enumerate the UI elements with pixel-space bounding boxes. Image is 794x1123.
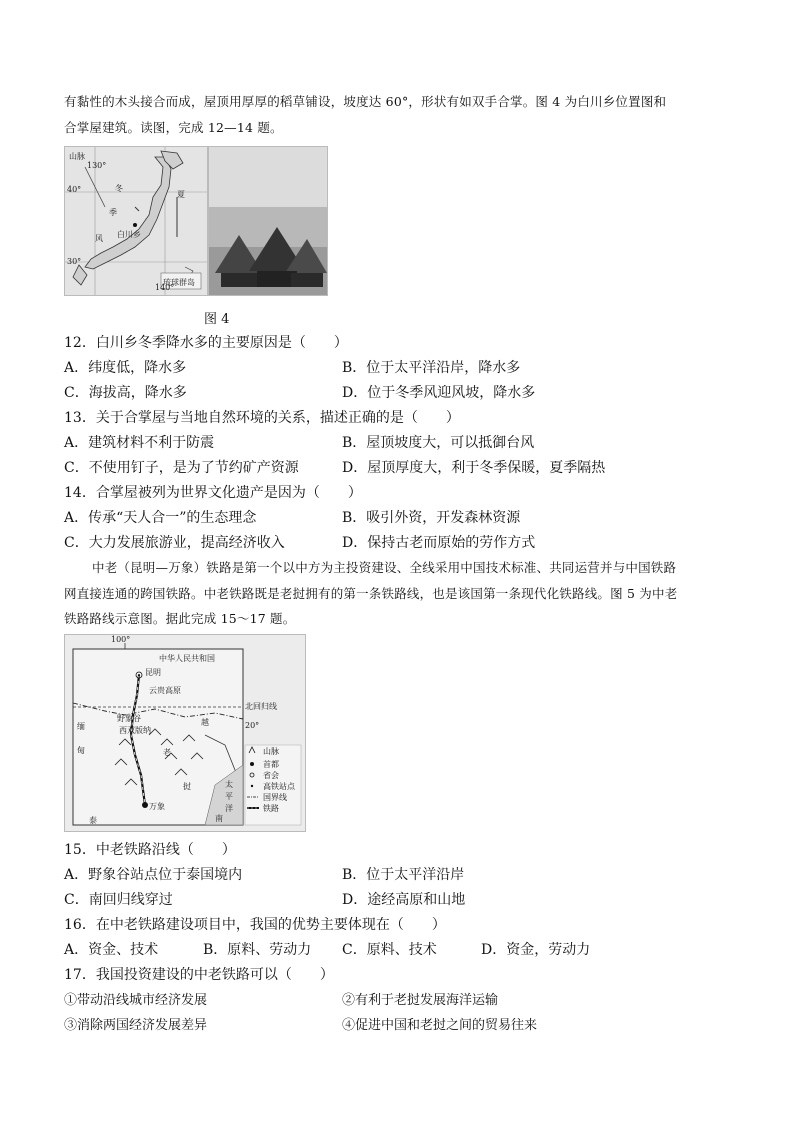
q13-option-a: A．建筑材料不利于防震 [64, 435, 215, 451]
legend-railway: 铁路 [263, 804, 279, 813]
legend-station: 高铁站点 [263, 782, 295, 791]
map5-label-china: 中华人民共和国 [159, 654, 215, 663]
map-label-lon130: 130° [87, 161, 107, 170]
map5-label-vientiane: 万象 [149, 802, 165, 811]
map-label-summer: 夏 [177, 190, 185, 199]
figure-4-caption: 图 4 [204, 312, 230, 327]
map-label-season: 季 [109, 208, 117, 217]
map5-label-vietnam: 越 [201, 718, 209, 727]
china-laos-railway-map [64, 634, 306, 832]
q13-option-d: D．屋顶厚度大，利于冬季保暖，夏季隔热 [342, 460, 606, 476]
legend-border: 国界线 [263, 793, 287, 802]
map5-label-pacific-b: 平 [225, 792, 233, 801]
q14-option-b: B．吸引外资，开发森林资源 [342, 510, 521, 526]
gassho-house-graphic [209, 147, 327, 295]
map5-label-xishuang: 西双版纳 [119, 726, 151, 735]
q13-option-c: C．不使用钉子，是为了节约矿产资源 [64, 460, 299, 476]
q17-statement-1: ①带动沿线城市经济发展 [64, 993, 208, 1008]
map-label-baichuan: 白川乡 [117, 230, 141, 239]
map5-label-myanmar-a: 缅 [77, 722, 85, 731]
map5-label-kunming: 昆明 [145, 668, 161, 677]
legend-capital: 首都 [263, 760, 279, 769]
map-label-islands: 琉球群岛 [163, 278, 195, 287]
q16-option-b: B．原料、劳动力 [203, 942, 312, 958]
intro2-line-2: 网直接连通的跨国铁路。中老铁路既是老挝拥有的第一条铁路线，也是该国第一条现代化铁路线。图 5 为中老 [64, 586, 678, 601]
map-label-wind: 风 [95, 234, 103, 243]
q15-option-d: D．途经高原和山地 [342, 892, 466, 908]
intro-paragraph-line-2: 合掌屋建筑。读图，完成 12—14 题。 [64, 120, 283, 135]
q17-statement-4: ④促进中国和老挝之间的贸易往来 [342, 1018, 538, 1033]
q17-statement-2: ②有利于老挝发展海洋运输 [342, 993, 499, 1008]
intro2-line-3: 铁路路线示意图。据此完成 15～17 题。 [64, 611, 296, 626]
q14-option-a: A．传承“天人合一”的生态理念 [64, 510, 257, 526]
q17-stem: 17．我国投资建设的中老铁路可以（ ） [64, 967, 334, 983]
q15-option-a: A．野象谷站点位于泰国境内 [64, 867, 243, 883]
japan-location-map [64, 146, 208, 296]
map5-label-laos-a: 老 [163, 748, 171, 757]
map-label-mountain: 山脉 [69, 152, 85, 161]
q17-statement-3: ③消除两国经济发展差异 [64, 1018, 208, 1033]
map5-label-pacific-a: 太 [225, 780, 233, 789]
q15-stem: 15．中老铁路沿线（ ） [64, 842, 236, 858]
q16-option-a: A．资金、技术 [64, 942, 159, 958]
q13-stem: 13．关于合掌屋与当地自然环境的关系，描述正确的是（ ） [64, 410, 460, 426]
q14-option-c: C．大力发展旅游业，提高经济收入 [64, 535, 285, 551]
legend-provincial-capital: 省会 [263, 771, 279, 780]
map5-label-thailand: 泰 [89, 816, 97, 825]
q15-option-c: C．南回归线穿过 [64, 892, 173, 908]
gassho-house-photo [208, 146, 328, 296]
intro2-line-1: 中老（昆明—万象）铁路是第一个以中方为主投资建设、全线采用中国技术标准、共同运营并与中国铁路 [92, 560, 677, 575]
map5-label-nan: 南 [215, 814, 223, 823]
map5-label-yungui: 云贵高原 [149, 686, 181, 695]
map5-label-pacific-c: 洋 [225, 804, 233, 813]
q12-option-b: B．位于太平洋沿岸，降水多 [342, 360, 521, 376]
map5-label-yexiang: 野象谷 [117, 714, 141, 723]
map-label-lat30: 30° [67, 257, 82, 266]
q12-option-d: D．位于冬季风迎风坡，降水多 [342, 385, 536, 401]
q12-stem: 12．白川乡冬季降水多的主要原因是（ ） [64, 335, 348, 351]
map5-label-myanmar-b: 甸 [77, 746, 85, 755]
q16-option-c: C．原料、技术 [342, 942, 437, 958]
map-label-lon140: 140° [155, 283, 175, 292]
map-label-lat40: 40° [67, 185, 82, 194]
q15-option-b: B．位于太平洋沿岸 [342, 867, 465, 883]
map5-label-lon100: 100° [111, 635, 131, 644]
q12-option-c: C．海拔高，降水多 [64, 385, 187, 401]
q16-option-d: D．资金，劳动力 [481, 942, 591, 958]
intro-paragraph-line-1: 有黏性的木头接合而成，屋顶用厚厚的稻草铺设，坡度达 60°，形状有如双手合掌。图 4 为白川乡位置图和 [64, 94, 667, 109]
map5-label-lat20: 20° [245, 721, 260, 730]
q14-option-d: D．保持古老而原始的劳作方式 [342, 535, 536, 551]
q16-stem: 16．在中老铁路建设项目中，我国的优势主要体现在（ ） [64, 917, 446, 933]
map5-label-tropic: 北回归线 [245, 702, 277, 711]
map-label-winter: 冬 [115, 184, 123, 193]
legend-mountain: 山脉 [263, 747, 279, 756]
map5-label-laos-b: 挝 [183, 782, 191, 791]
q14-stem: 14．合掌屋被列为世界文化遗产是因为（ ） [64, 485, 362, 501]
q13-option-b: B．屋顶坡度大，可以抵御台风 [342, 435, 535, 451]
q12-option-a: A．纬度低，降水多 [64, 360, 187, 376]
